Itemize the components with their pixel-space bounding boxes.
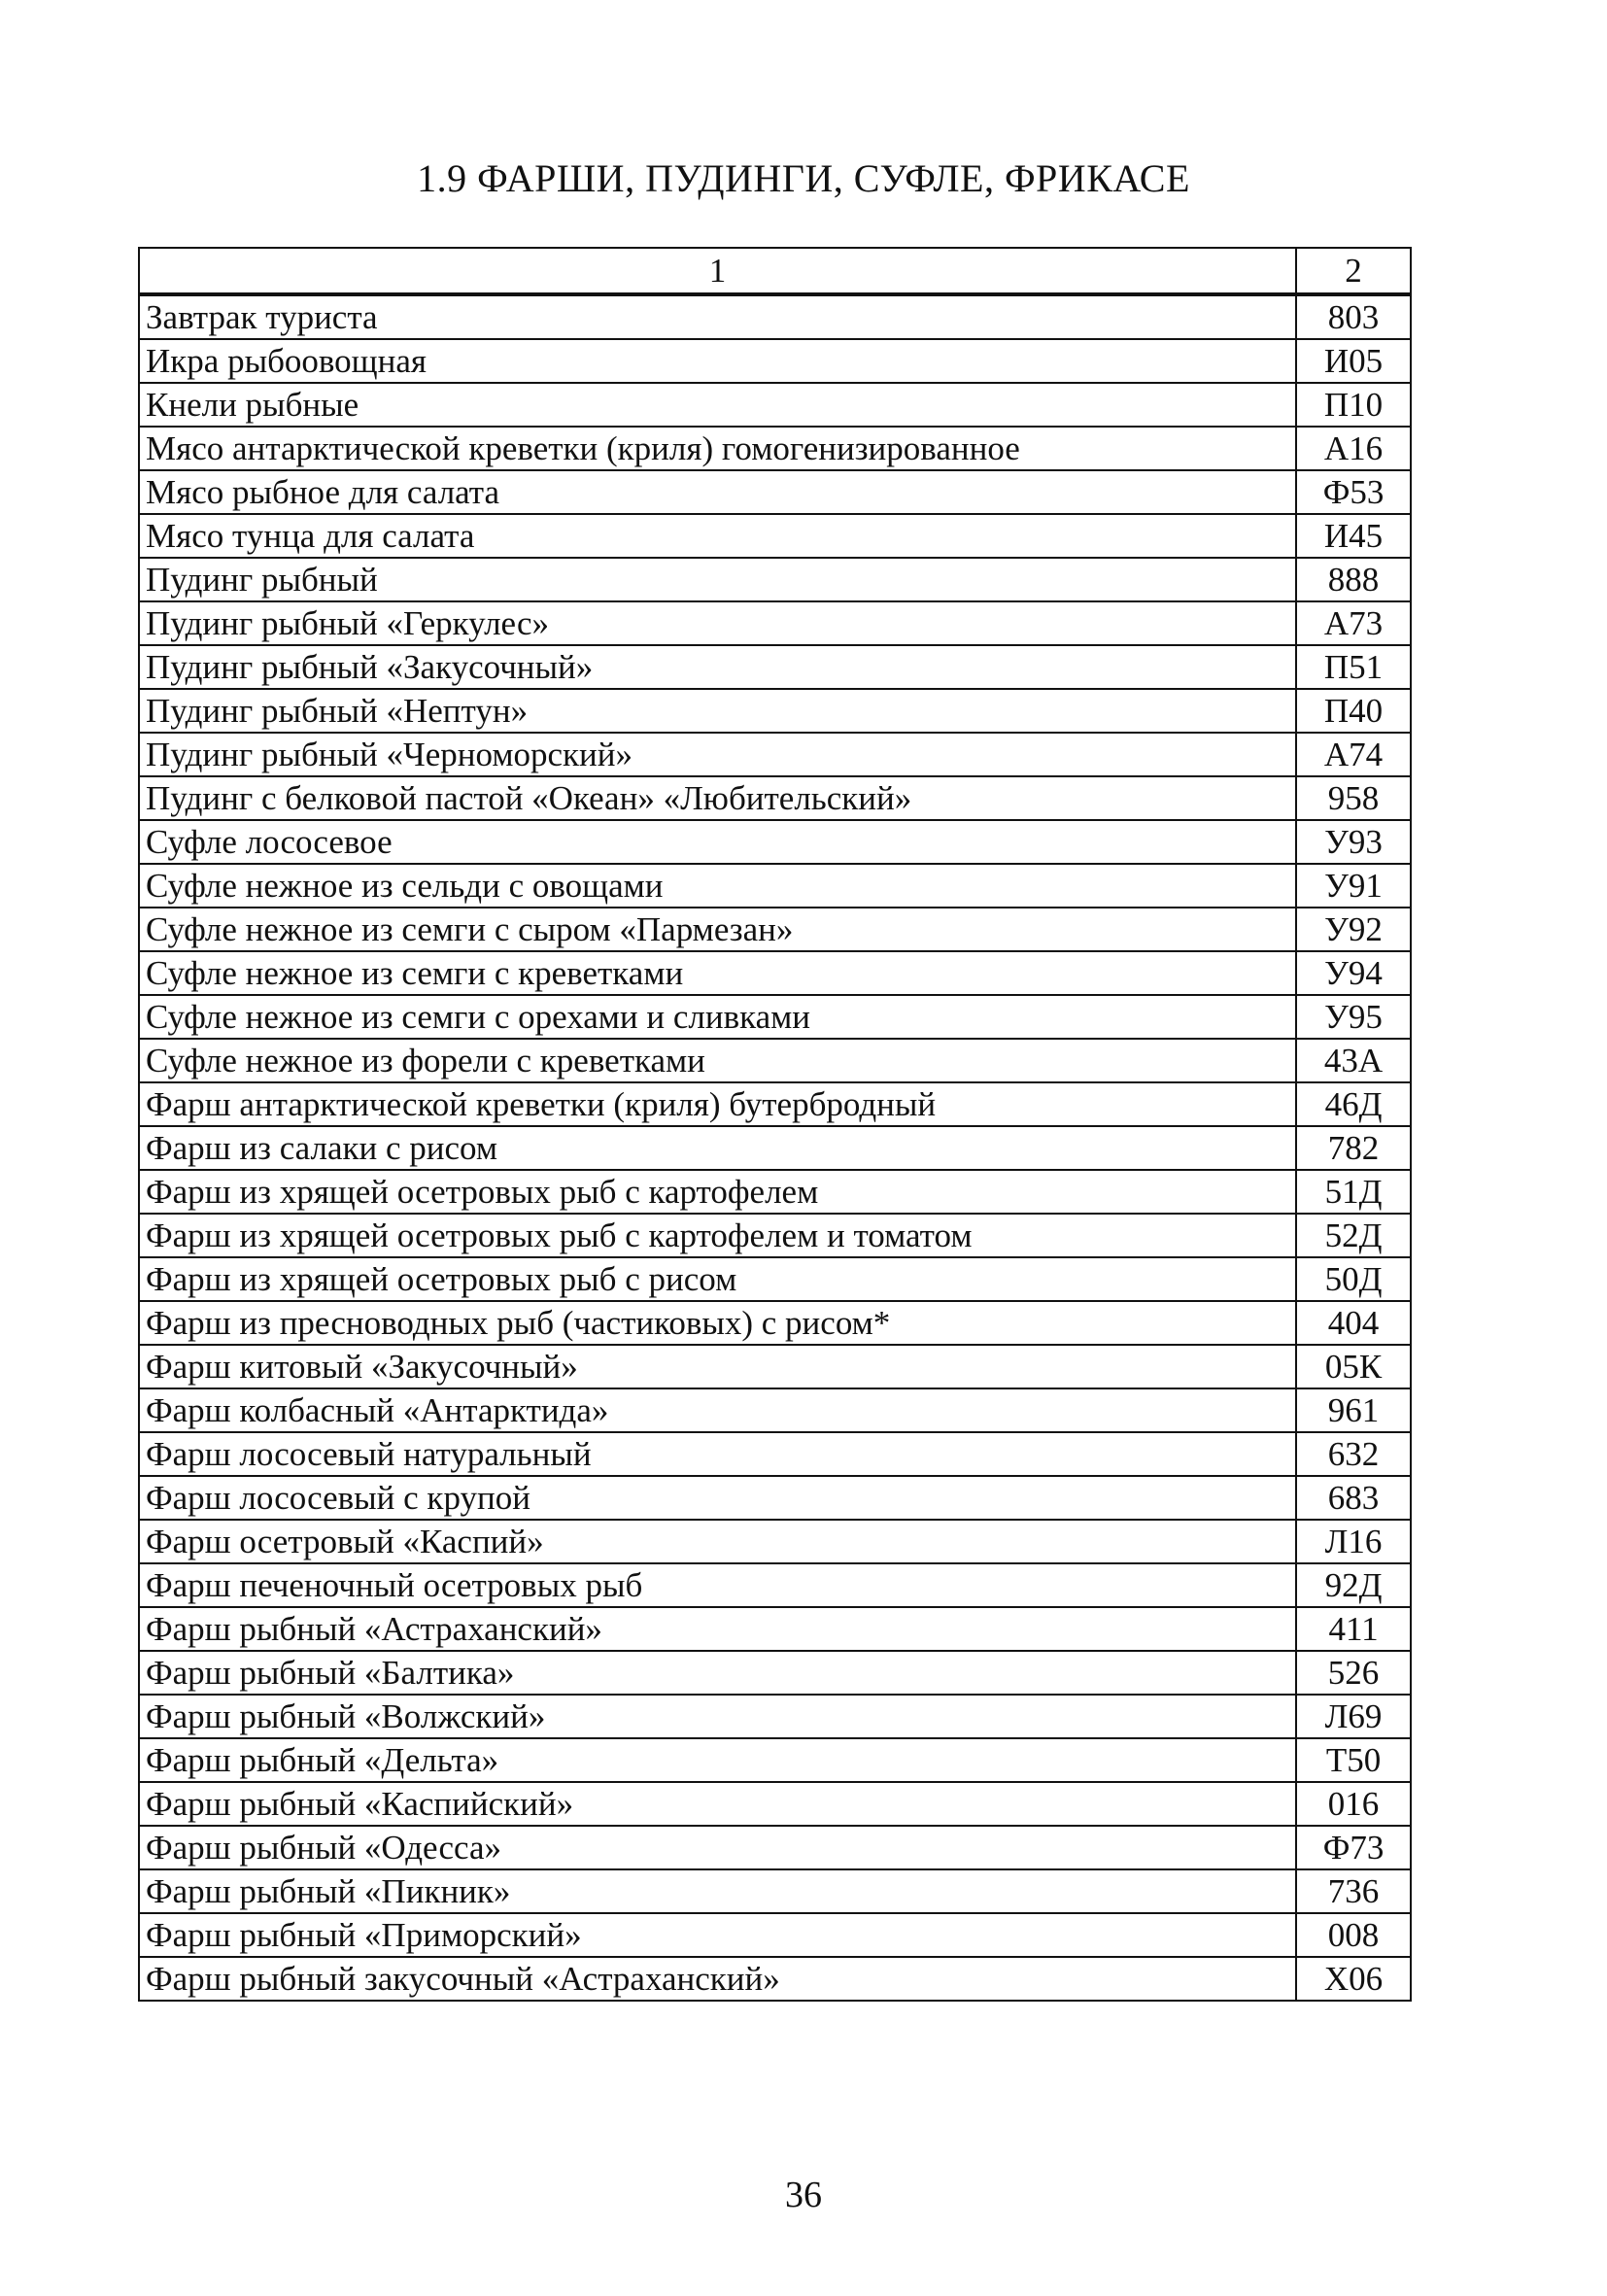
product-name-cell: Суфле нежное из семги с орехами и сливками	[139, 995, 1296, 1039]
product-code-cell: 92Д	[1296, 1563, 1411, 1607]
product-code-cell: Ф53	[1296, 470, 1411, 514]
table-row	[139, 1388, 1411, 1432]
header-column-2: 2	[1296, 248, 1411, 294]
page-number: 36	[785, 2175, 822, 2215]
product-code-cell: 50Д	[1296, 1257, 1411, 1301]
product-code-cell: У95	[1296, 995, 1411, 1039]
product-code-cell: П40	[1296, 689, 1411, 733]
product-code-cell: 736	[1296, 1869, 1411, 1913]
table-header	[139, 248, 1411, 294]
header-row	[139, 248, 1411, 294]
table-row	[139, 1345, 1411, 1388]
table-row	[139, 1039, 1411, 1082]
product-code-cell: 404	[1296, 1301, 1411, 1345]
product-code-cell: У93	[1296, 820, 1411, 864]
product-code-cell: 683	[1296, 1476, 1411, 1520]
table-row	[139, 1782, 1411, 1826]
table-row	[139, 1913, 1411, 1957]
product-code-cell: Ф73	[1296, 1826, 1411, 1869]
table-row	[139, 558, 1411, 601]
table-row	[139, 1126, 1411, 1170]
page-title: 1.9 ФАРШИ, ПУДИНГИ, СУФЛЕ, ФРИКАСЕ	[417, 156, 1190, 200]
table-row	[139, 1826, 1411, 1869]
product-name-cell: Фарш рыбный «Каспийский»	[139, 1782, 1296, 1826]
product-code-cell: Л16	[1296, 1520, 1411, 1563]
product-name-cell: Фарш из салаки с рисом	[139, 1126, 1296, 1170]
product-name-cell: Мясо рыбное для салата	[139, 470, 1296, 514]
table-row	[139, 689, 1411, 733]
product-code-cell: Х06	[1296, 1957, 1411, 2001]
product-name-cell: Фарш осетровый «Каспий»	[139, 1520, 1296, 1563]
product-name-cell: Фарш рыбный «Приморский»	[139, 1913, 1296, 1957]
product-name-cell: Фарш лососевый натуральный	[139, 1432, 1296, 1476]
product-name-cell: Фарш колбасный «Антарктида»	[139, 1388, 1296, 1432]
table-row	[139, 470, 1411, 514]
table-row	[139, 1257, 1411, 1301]
product-name-cell: Фарш рыбный «Балтика»	[139, 1651, 1296, 1695]
product-name-cell: Фарш из хрящей осетровых рыб с картофелем	[139, 1170, 1296, 1214]
product-code-cell: 782	[1296, 1126, 1411, 1170]
table-row	[139, 514, 1411, 558]
product-name-cell: Пудинг с белковой пастой «Океан» «Любительский»	[139, 776, 1296, 820]
product-name-cell: Суфле нежное из форели с креветками	[139, 1039, 1296, 1082]
table-row	[139, 733, 1411, 776]
product-name-cell: Завтрак туриста	[139, 294, 1296, 339]
table-row	[139, 820, 1411, 864]
product-code-cell: П51	[1296, 645, 1411, 689]
table-row	[139, 1476, 1411, 1520]
table-row	[139, 1301, 1411, 1345]
product-name-cell: Суфле лососевое	[139, 820, 1296, 864]
product-name-cell: Фарш китовый «Закусочный»	[139, 1345, 1296, 1388]
product-code-cell: 51Д	[1296, 1170, 1411, 1214]
table-row	[139, 427, 1411, 470]
product-name-cell: Фарш антарктической креветки (криля) бутербродный	[139, 1082, 1296, 1126]
product-name-cell: Пудинг рыбный «Закусочный»	[139, 645, 1296, 689]
table-row	[139, 951, 1411, 995]
product-name-cell: Суфле нежное из сельди с овощами	[139, 864, 1296, 908]
table-row	[139, 294, 1411, 339]
table-row	[139, 776, 1411, 820]
product-name-cell: Фарш рыбный «Дельта»	[139, 1738, 1296, 1782]
product-name-cell: Пудинг рыбный «Геркулес»	[139, 601, 1296, 645]
table-row	[139, 1607, 1411, 1651]
products-table	[138, 247, 1412, 2002]
table-row	[139, 995, 1411, 1039]
product-code-cell: А16	[1296, 427, 1411, 470]
product-code-cell: 43А	[1296, 1039, 1411, 1082]
product-code-cell: 05К	[1296, 1345, 1411, 1388]
product-code-cell: 46Д	[1296, 1082, 1411, 1126]
table-body	[139, 294, 1411, 2001]
product-code-cell: Т50	[1296, 1738, 1411, 1782]
product-name-cell: Фарш рыбный «Пикник»	[139, 1869, 1296, 1913]
product-code-cell: 803	[1296, 294, 1411, 339]
product-code-cell: 961	[1296, 1388, 1411, 1432]
product-name-cell: Фарш печеночный осетровых рыб	[139, 1563, 1296, 1607]
product-code-cell: 008	[1296, 1913, 1411, 1957]
product-code-cell: П10	[1296, 383, 1411, 427]
table-row	[139, 1520, 1411, 1563]
product-code-cell: И45	[1296, 514, 1411, 558]
table-row	[139, 1957, 1411, 2001]
table-row	[139, 1432, 1411, 1476]
table-row	[139, 1738, 1411, 1782]
product-code-cell: И05	[1296, 339, 1411, 383]
product-name-cell: Пудинг рыбный «Нептун»	[139, 689, 1296, 733]
product-name-cell: Фарш рыбный «Волжский»	[139, 1695, 1296, 1738]
table-row	[139, 1082, 1411, 1126]
product-name-cell: Суфле нежное из семги с креветками	[139, 951, 1296, 995]
product-code-cell: 411	[1296, 1607, 1411, 1651]
table-row	[139, 1563, 1411, 1607]
table-row	[139, 1651, 1411, 1695]
product-code-cell: 888	[1296, 558, 1411, 601]
product-code-cell: А74	[1296, 733, 1411, 776]
product-code-cell: Л69	[1296, 1695, 1411, 1738]
product-code-cell: А73	[1296, 601, 1411, 645]
product-name-cell: Фарш рыбный «Астраханский»	[139, 1607, 1296, 1651]
product-name-cell: Икра рыбоовощная	[139, 339, 1296, 383]
product-name-cell: Пудинг рыбный «Черноморский»	[139, 733, 1296, 776]
table-row	[139, 383, 1411, 427]
table-row	[139, 1170, 1411, 1214]
product-name-cell: Фарш из пресноводных рыб (частиковых) с рисом*	[139, 1301, 1296, 1345]
product-name-cell: Фарш из хрящей осетровых рыб с рисом	[139, 1257, 1296, 1301]
product-name-cell: Пудинг рыбный	[139, 558, 1296, 601]
product-code-cell: У94	[1296, 951, 1411, 995]
table-row	[139, 1869, 1411, 1913]
product-name-cell: Суфле нежное из семги с сыром «Пармезан»	[139, 908, 1296, 951]
table-row	[139, 1695, 1411, 1738]
header-column-1: 1	[139, 248, 1296, 294]
product-code-cell: 52Д	[1296, 1214, 1411, 1257]
product-name-cell: Фарш рыбный «Одесса»	[139, 1826, 1296, 1869]
table-row	[139, 1214, 1411, 1257]
table-row	[139, 864, 1411, 908]
table-row	[139, 908, 1411, 951]
table-row	[139, 601, 1411, 645]
product-code-cell: 526	[1296, 1651, 1411, 1695]
product-name-cell: Фарш лососевый с крупой	[139, 1476, 1296, 1520]
product-code-cell: 016	[1296, 1782, 1411, 1826]
product-name-cell: Мясо антарктической креветки (криля) гомогенизированное	[139, 427, 1296, 470]
product-name-cell: Фарш рыбный закусочный «Астраханский»	[139, 1957, 1296, 2001]
product-code-cell: 632	[1296, 1432, 1411, 1476]
table-row	[139, 645, 1411, 689]
product-name-cell: Кнели рыбные	[139, 383, 1296, 427]
product-name-cell: Фарш из хрящей осетровых рыб с картофелем и томатом	[139, 1214, 1296, 1257]
product-code-cell: У91	[1296, 864, 1411, 908]
table-row	[139, 339, 1411, 383]
product-code-cell: 958	[1296, 776, 1411, 820]
product-code-cell: У92	[1296, 908, 1411, 951]
product-name-cell: Мясо тунца для салата	[139, 514, 1296, 558]
